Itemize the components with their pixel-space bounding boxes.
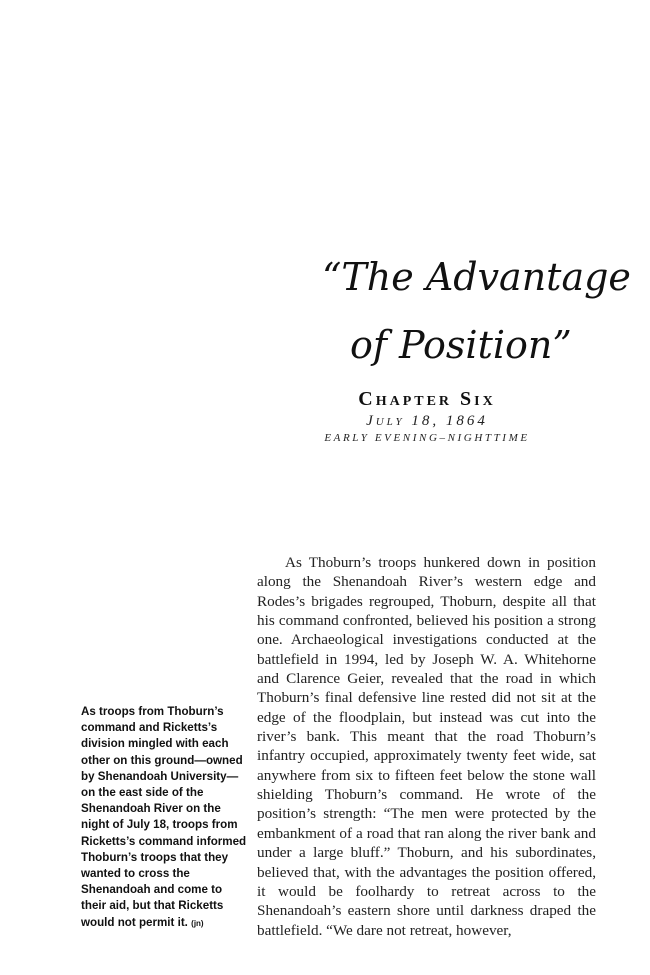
body-paragraph: As Thoburn’s troops hunkered down in position along the Shenandoah River’s western edge and Rodes’s brigades regrouped, Thoburn, despite all that his command confronted, believed his position a strong one. Archaeological investigations conducted at the battlefield in 1994, led by Joseph W. A. Whitehorne and Clarence Geier, revealed that the road in which Thoburn’s final defensive line rested did not sit at the edge of the floodplain, but instead was cut into the river’s bank. This meant that the road Thoburn’s infantry occupied, approximately twenty feet wide, sat anywhere from six to fifteen feet below the stone wall shielding Thoburn’s command. He wrote of the position’s strength: “The men were protected by the embankment of a road that ran along the river bank and under a large bluff.” Thoburn, and his subordinates, believed that, with the advantages the position offered, it would be foolhardy to retreat across to the Shenandoah’s eastern shore until darkness draped the battlefield. “We dare not retreat, however, <box>257 554 596 939</box>
caption-credit: (jn) <box>191 918 204 928</box>
chapter-date: July 18, 1864 <box>366 413 488 429</box>
chapter-title-line-1: “The Advantage <box>322 255 631 299</box>
chapter-title-script <box>300 238 631 378</box>
chapter-title-line-2: of Position” <box>350 323 572 367</box>
chapter-number: Chapter Six <box>358 388 496 410</box>
caption-text: As troops from Thoburn’s command and Ricketts’s division mingled with each other on this ground—owned by Shenandoah University—on the east side of the Shenandoah River on the night of July 18, troops from Ricketts’s command informed Thoburn’s troops that they wanted to cross the Shenandoah and come to their aid, but that Ricketts would not permit it. <box>81 705 247 929</box>
photo-caption <box>81 704 249 932</box>
chapter-time-of-day: EARLY EVENING–NIGHTTIME <box>324 432 530 444</box>
chapter-title-svg <box>300 238 631 378</box>
